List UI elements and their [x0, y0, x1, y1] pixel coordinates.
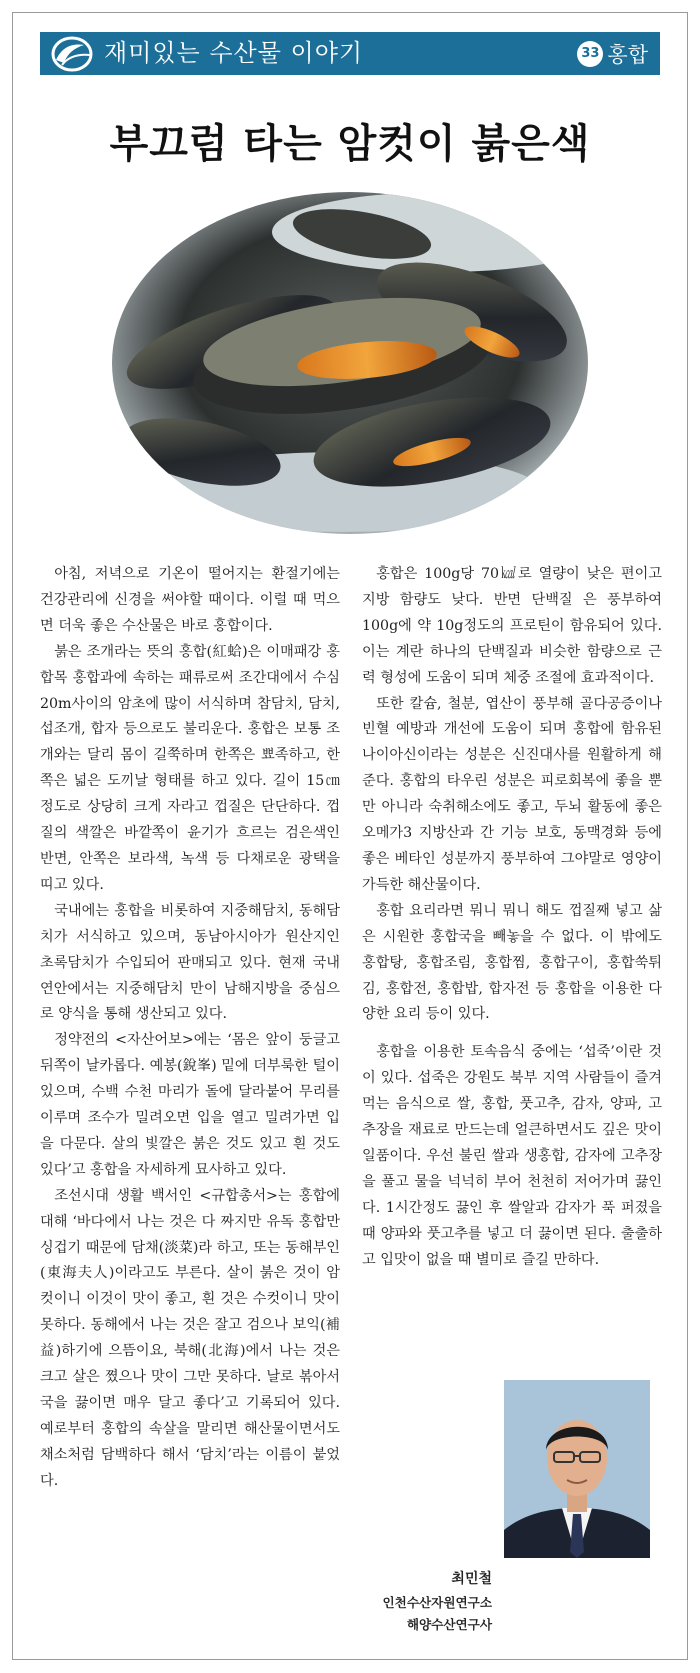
- wave-logo-icon: [50, 35, 96, 73]
- paragraph: 정약전의 <자산어보>에는 ‘몸은 앞이 둥글고 뒤쪽이 날카롭다. 예봉(銳峯) 밑에 더부룩한 털이 있으며, 수백 수천 마리가 돌에 달라붙어 무리를 이루며 조수가 밀려오면 입을 열고 밀려가면 입을 다문다. 살의 빛깔은 붉은 것도 있고 흰 것도 있다’고 홍합을 자세하게 묘사하고 있다.: [40, 1032, 340, 1178]
- author-affiliation: 인천수산자원연구소: [382, 1595, 492, 1610]
- paragraph: 아침, 저녁으로 기온이 떨어지는 환절기에는 건강관리에 신경을 써야할 때이다. 이럴 때 먹으면 더욱 좋은 수산물은 바로 홍합이다.: [40, 566, 340, 634]
- series-title: 재미있는 수산물 이야기: [104, 39, 364, 67]
- issue-number-badge: 33: [577, 41, 603, 67]
- paragraph: 조선시대 생활 백서인 <규합총서>는 홍합에 대해 ‘바다에서 나는 것은 다 짜지만 유독 홍합만 싱겁기 때문에 담채(淡菜)라 하고, 또는 동해부인(東海夫人)이라고도 부른다. 살이 붉은 것이 암컷이니 이것이 맛이 좋고, 흰 것은 수컷이니 맛이 못하다. 동해에서 나는 것은 잘고 검으나 보익(補益)하기에 으뜸이요, 북해(北海)에서 나는 것은 크고 살은 쪘으나 맛이 그만 못하다. 날로 볶아서 국을 끓이면 매우 달고 좋다’고 기록되어 있다. 예로부터 홍합의 속살을 말리면 해산물이면서도 채소처럼 담백하다 해서 ‘담치’라는 이름이 붙었다.: [40, 1187, 340, 1489]
- article-left-column: [40, 562, 340, 1495]
- author-portrait: [504, 1380, 650, 1558]
- author-byline: [350, 1568, 492, 1636]
- paragraph: 홍합 요리라면 뭐니 뭐니 해도 껍질째 넣고 삶은 시원한 홍합국을 빼놓을 수 없다. 이 밖에도 홍합탕, 홍합조림, 홍합찜, 홍합구이, 홍합쑥튀김, 홍합전, 홍합밥, 합자전 등 홍합을 이용한 다양한 요리 등이 있다.: [362, 902, 662, 1023]
- article-headline: 부끄럼 타는 암컷이 붉은색: [109, 120, 591, 167]
- paragraph: 홍합을 이용한 토속음식 중에는 ‘섭죽’이란 것이 있다. 섭죽은 강원도 북부 지역 사람들이 즐겨 먹는 음식으로 쌀, 홍합, 풋고추, 감자, 양파, 고추장을 재료로 만드는데 얼큰하면서도 깊은 맛이 일품이다. 우선 불린 쌀과 생홍합, 감자에 고추장을 풀고 물을 넉넉히 부어 천천히 저어가며 끓인다. 1시간정도 끓인 후 쌀알과 감자가 푹 퍼졌을 때 양파와 풋고추를 넣고 더 끓이면 된다. 출출하고 입맛이 없을 때 별미로 즐길 만하다.: [362, 1044, 662, 1268]
- paragraph: 홍합은 100g당 70㎉로 열량이 낮은 편이고 지방 함량도 낮다. 반면 단백질 은 풍부하여 100g에 약 10g정도의 프로틴이 함유되어 있다. 이는 계란 하나의 단백질과 비슷한 함량으로 근력 형성에 도움이 되며 체중 조절에 효과적이다.: [362, 566, 662, 686]
- steamed-mussels-photo: [112, 192, 588, 534]
- topic-name: 홍합: [607, 42, 648, 67]
- author-name: 최민철: [451, 1571, 492, 1587]
- series-banner: [40, 32, 660, 75]
- topic-label: [577, 32, 648, 75]
- paragraph: 붉은 조개라는 뜻의 홍합(紅蛤)은 이매패강 홍합목 홍합과에 속하는 패류로써 조간대에서 수심 20m사이의 암초에 많이 서식하며 참담치, 담치, 섭조개, 합자 등으로도 불리운다. 홍합은 보통 조개와는 달리 몸이 길쭉하며 한쪽은 뾰족하고, 한쪽은 넓은 도끼날 형태를 하고 있다. 길이 15㎝ 정도로 상당히 크게 자라고 껍질은 단단하다. 껍질의 색깔은 바깥쪽이 윤기가 흐르는 검은색인 반면, 안쪽은 보라색, 녹색 등 다채로운 광택을 띠고 있다.: [40, 643, 340, 893]
- author-position: 해양수산연구사: [406, 1617, 492, 1632]
- paragraph: 또한 칼슘, 철분, 엽산이 풍부해 골다공증이나 빈혈 예방과 개선에 도움이 되며 홍합에 함유된 나이아신이라는 성분은 신진대사를 원활하게 해준다. 홍합의 타우린 성분은 피로회복에 좋을 뿐만 아니라 숙취해소에도 좋고, 두뇌 활동에 좋은 오메가3 지방산과 간 기능 보호, 동맥경화 등에 좋은 베타인 성분까지 풍부하여 그야말로 영양이 가득한 해산물이다.: [362, 695, 662, 893]
- article-right-column: [362, 562, 662, 1273]
- paragraph: 국내에는 홍합을 비롯하여 지중해담치, 동해담치가 서식하고 있으며, 동남아시아가 원산지인 초록담치가 수입되어 판매되고 있다. 현재 국내 연안에서는 지중해담치 만이 남해지방을 중심으로 양식을 통해 생산되고 있다.: [40, 902, 340, 1023]
